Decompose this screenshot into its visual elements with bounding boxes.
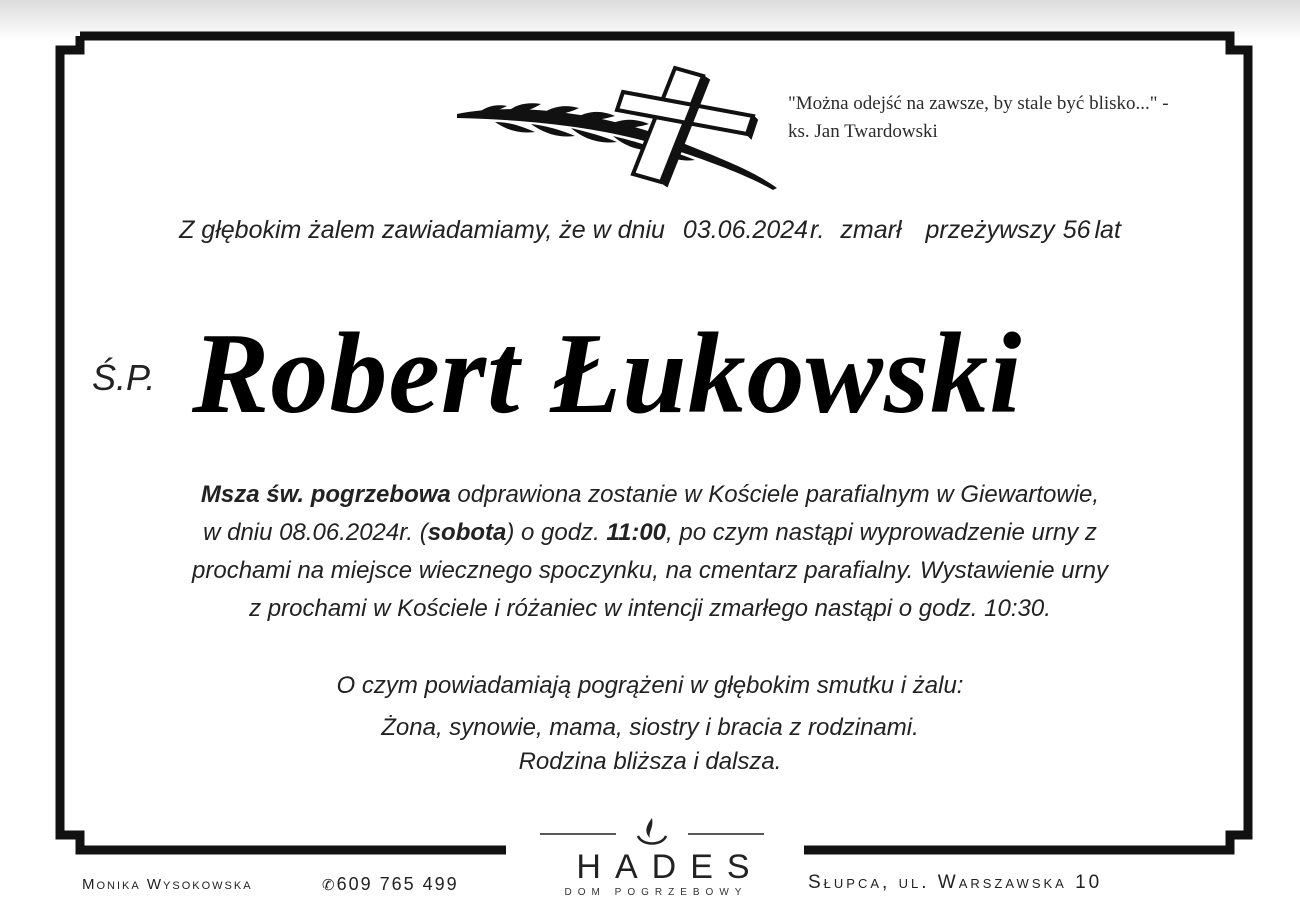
death-date: 03.06.2024	[682, 216, 809, 244]
phone-block	[322, 874, 459, 895]
contact-name: Monika Wysokowska	[82, 876, 253, 893]
company-address: Słupca, ul. Warszawska 10	[808, 872, 1103, 893]
details-line-1	[70, 476, 1230, 514]
deceased-name: Robert Łukowski	[192, 310, 1023, 438]
years-word: lat	[1094, 216, 1121, 244]
closing-line-2: Żona, synowie, mama, siostry i bracia z rodzinami.	[381, 714, 919, 741]
mass-label: Msza św. pogrzebowa	[200, 481, 451, 508]
phone-number: 609 765 499	[336, 874, 459, 894]
details-line-3: prochami na miejsce wiecznego spoczynku, na cmentarz parafialny. Wystawienie urny	[192, 557, 1108, 584]
age-value: 56	[1062, 216, 1091, 244]
funeral-time: 11:00	[606, 519, 667, 546]
funeral-details	[70, 476, 1230, 628]
company-logo: HADES	[576, 848, 764, 886]
details-line-4: z prochami w Kościele i różaniec w intencji zmarłego nastąpi o godz. 10:30.	[249, 595, 1051, 622]
details-line-1-rest: odprawiona zostanie w Kościele parafialnym w Giewartowie,	[450, 481, 1100, 508]
company-subtitle: DOM POGRZEBOWY	[564, 887, 748, 898]
closing-line-3: Rodzina bliższa i dalsza.	[518, 748, 782, 775]
date-suffix: r.	[810, 216, 825, 244]
cross-with-palm-icon	[455, 62, 780, 190]
intro-line	[0, 216, 1300, 245]
details-line-2-a: w dniu 08.06.2024r. (	[203, 519, 428, 546]
died-word: zmarł	[840, 216, 902, 244]
funeral-day: sobota	[427, 519, 507, 546]
details-line-2-b: ) o godz.	[506, 519, 607, 546]
closing-line-1: O czym powiadamiają pogrążeni w głębokim smutku i żalu:	[336, 672, 964, 699]
closing	[0, 672, 1300, 776]
phone-icon: ✆	[322, 877, 337, 894]
details-line-2	[70, 514, 1230, 552]
flame-icon	[540, 814, 764, 848]
name-prefix: Ś.P.	[92, 357, 156, 398]
age-text: przeżywszy	[925, 216, 1055, 244]
intro-text: Z głębokim żalem zawiadamiamy, że w dniu	[179, 216, 665, 244]
quote: "Można odejść na zawsze, by stale być blisko..." - ks. Jan Twardowski	[788, 93, 1169, 142]
details-line-2-c: , po czym nastąpi wyprowadzenie urny z	[666, 519, 1097, 546]
